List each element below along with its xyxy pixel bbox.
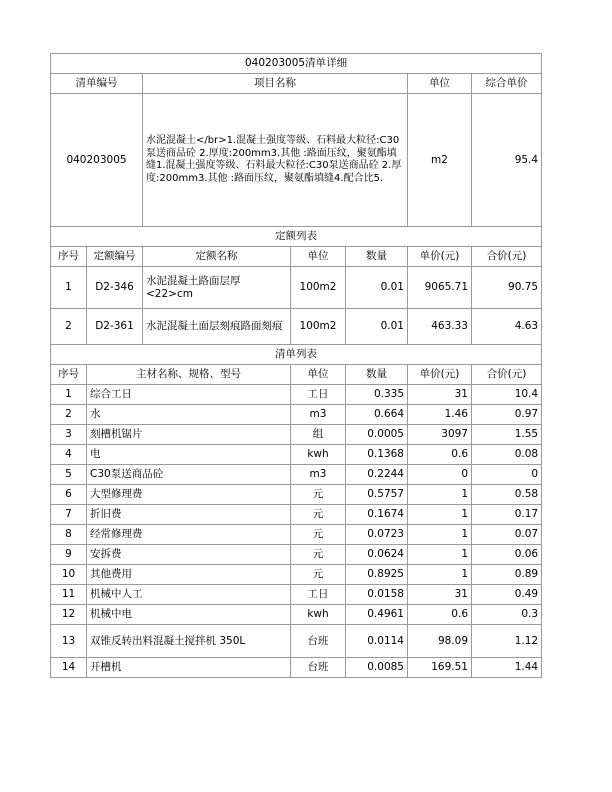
quota-code: D2-361 — [87, 309, 143, 345]
material-row — [51, 445, 542, 465]
material-qty: 0.5757 — [346, 485, 408, 505]
material-row — [51, 625, 542, 658]
title-row — [51, 54, 542, 74]
material-qty: 0.2244 — [346, 465, 408, 485]
bill-row — [51, 94, 542, 227]
material-price: 31 — [408, 585, 472, 605]
material-unit: 元 — [291, 545, 346, 565]
material-total: 0.89 — [472, 565, 542, 585]
material-qty: 0.8925 — [346, 565, 408, 585]
quota-header-unit: 单位 — [291, 247, 346, 267]
bill-item-name: 水泥混凝土</br>1.混凝土强度等级、石料最大粒径:C30泵送商品砼 2.厚度:200mm3.其他 :路面压纹，聚氨酯填缝1.混凝土强度等级、石料最大粒径:C30泵送商品砼 2.厚度:200mm3.其他 :路面压纹，聚氨酯填缝4.配合比5. — [143, 94, 408, 227]
materials-header-row — [51, 365, 542, 385]
material-no: 7 — [51, 505, 87, 525]
material-name: 双锥反转出料混凝土搅拌机 350L — [87, 625, 291, 658]
material-unit: 元 — [291, 565, 346, 585]
material-no: 1 — [51, 385, 87, 405]
material-unit: 组 — [291, 425, 346, 445]
materials-header-unit: 单位 — [291, 365, 346, 385]
material-row — [51, 485, 542, 505]
material-total: 0.58 — [472, 485, 542, 505]
quota-row — [51, 309, 542, 345]
material-name: 折旧费 — [87, 505, 291, 525]
material-price: 1 — [408, 505, 472, 525]
quota-name: 水泥混凝土面层刻痕路面刻痕 — [143, 309, 291, 345]
material-no: 6 — [51, 485, 87, 505]
quota-total: 4.63 — [472, 309, 542, 345]
material-unit: m3 — [291, 465, 346, 485]
material-no: 12 — [51, 605, 87, 625]
material-qty: 0.664 — [346, 405, 408, 425]
material-total: 0.97 — [472, 405, 542, 425]
quota-header-row — [51, 247, 542, 267]
material-unit: 工日 — [291, 585, 346, 605]
material-unit: kwh — [291, 605, 346, 625]
material-qty: 0.0114 — [346, 625, 408, 658]
material-no: 8 — [51, 525, 87, 545]
material-price: 1 — [408, 565, 472, 585]
material-total: 1.12 — [472, 625, 542, 658]
materials-header-total: 合价(元) — [472, 365, 542, 385]
quota-header-no: 序号 — [51, 247, 87, 267]
material-total: 0.06 — [472, 545, 542, 565]
material-row — [51, 385, 542, 405]
material-total: 0.07 — [472, 525, 542, 545]
material-price: 31 — [408, 385, 472, 405]
quota-header-qty: 数量 — [346, 247, 408, 267]
material-total: 0.17 — [472, 505, 542, 525]
material-total: 0.08 — [472, 445, 542, 465]
material-qty: 0.0723 — [346, 525, 408, 545]
quota-unit: 100m2 — [291, 309, 346, 345]
material-unit: 台班 — [291, 625, 346, 658]
quota-row — [51, 267, 542, 309]
material-no: 3 — [51, 425, 87, 445]
header-unit-price: 综合单价 — [472, 74, 542, 94]
materials-header-qty: 数量 — [346, 365, 408, 385]
material-no: 14 — [51, 658, 87, 678]
quota-price: 9065.71 — [408, 267, 472, 309]
material-total: 1.44 — [472, 658, 542, 678]
material-row — [51, 405, 542, 425]
material-name: 电 — [87, 445, 291, 465]
material-total: 10.4 — [472, 385, 542, 405]
material-qty: 0.335 — [346, 385, 408, 405]
header-unit: 单位 — [408, 74, 472, 94]
quota-no: 2 — [51, 309, 87, 345]
material-price: 0.6 — [408, 605, 472, 625]
material-total: 0 — [472, 465, 542, 485]
material-no: 4 — [51, 445, 87, 465]
bill-unit: m2 — [408, 94, 472, 227]
table-title: 040203005清单详细 — [51, 54, 542, 74]
quota-unit: 100m2 — [291, 267, 346, 309]
quota-qty: 0.01 — [346, 267, 408, 309]
material-price: 1.46 — [408, 405, 472, 425]
material-name: 大型修理费 — [87, 485, 291, 505]
material-price: 1 — [408, 545, 472, 565]
bill-detail-table — [50, 53, 542, 678]
material-qty: 0.0005 — [346, 425, 408, 445]
material-price: 1 — [408, 525, 472, 545]
quota-header-name: 定额名称 — [143, 247, 291, 267]
quota-header-total: 合价(元) — [472, 247, 542, 267]
bill-unit-price: 95.4 — [472, 94, 542, 227]
material-name: 经常修理费 — [87, 525, 291, 545]
material-row — [51, 425, 542, 445]
material-total: 1.55 — [472, 425, 542, 445]
material-unit: 元 — [291, 525, 346, 545]
materials-header-no: 序号 — [51, 365, 87, 385]
material-qty: 0.0085 — [346, 658, 408, 678]
material-no: 5 — [51, 465, 87, 485]
material-row — [51, 565, 542, 585]
material-no: 10 — [51, 565, 87, 585]
material-name: 刻槽机锯片 — [87, 425, 291, 445]
material-name: 机械中人工 — [87, 585, 291, 605]
quota-header-price: 单价(元) — [408, 247, 472, 267]
quota-no: 1 — [51, 267, 87, 309]
material-qty: 0.4961 — [346, 605, 408, 625]
quota-section-row — [51, 227, 542, 247]
header-bill-code: 清单编号 — [51, 74, 143, 94]
material-name: 水 — [87, 405, 291, 425]
material-unit: 工日 — [291, 385, 346, 405]
material-unit: kwh — [291, 445, 346, 465]
materials-section-title: 清单列表 — [51, 345, 542, 365]
bill-header-row — [51, 74, 542, 94]
materials-section-row — [51, 345, 542, 365]
material-price: 3097 — [408, 425, 472, 445]
material-price: 98.09 — [408, 625, 472, 658]
quota-section-title: 定额列表 — [51, 227, 542, 247]
quota-name: 水泥混凝土路面层厚<22>cm — [143, 267, 291, 309]
material-price: 169.51 — [408, 658, 472, 678]
material-row — [51, 525, 542, 545]
material-no: 9 — [51, 545, 87, 565]
material-price: 0 — [408, 465, 472, 485]
material-row — [51, 505, 542, 525]
material-unit: 元 — [291, 485, 346, 505]
material-name: 机械中电 — [87, 605, 291, 625]
material-price: 1 — [408, 485, 472, 505]
material-name: 其他费用 — [87, 565, 291, 585]
material-qty: 0.0158 — [346, 585, 408, 605]
material-unit: m3 — [291, 405, 346, 425]
materials-header-name: 主材名称、规格、型号 — [87, 365, 291, 385]
material-unit: 台班 — [291, 658, 346, 678]
material-total: 0.3 — [472, 605, 542, 625]
material-no: 2 — [51, 405, 87, 425]
material-row — [51, 605, 542, 625]
quota-header-code: 定额编号 — [87, 247, 143, 267]
material-row — [51, 465, 542, 485]
material-qty: 0.0624 — [346, 545, 408, 565]
material-price: 0.6 — [408, 445, 472, 465]
quota-total: 90.75 — [472, 267, 542, 309]
bill-code: 040203005 — [51, 94, 143, 227]
material-name: C30泵送商品砼 — [87, 465, 291, 485]
header-item-name: 项目名称 — [143, 74, 408, 94]
material-qty: 0.1674 — [346, 505, 408, 525]
material-row — [51, 585, 542, 605]
material-name: 开槽机 — [87, 658, 291, 678]
material-no: 13 — [51, 625, 87, 658]
quota-price: 463.33 — [408, 309, 472, 345]
material-no: 11 — [51, 585, 87, 605]
material-name: 综合工日 — [87, 385, 291, 405]
quota-qty: 0.01 — [346, 309, 408, 345]
material-total: 0.49 — [472, 585, 542, 605]
quota-code: D2-346 — [87, 267, 143, 309]
material-name: 安拆费 — [87, 545, 291, 565]
material-qty: 0.1368 — [346, 445, 408, 465]
material-row — [51, 545, 542, 565]
material-unit: 元 — [291, 505, 346, 525]
material-row — [51, 658, 542, 678]
materials-header-price: 单价(元) — [408, 365, 472, 385]
